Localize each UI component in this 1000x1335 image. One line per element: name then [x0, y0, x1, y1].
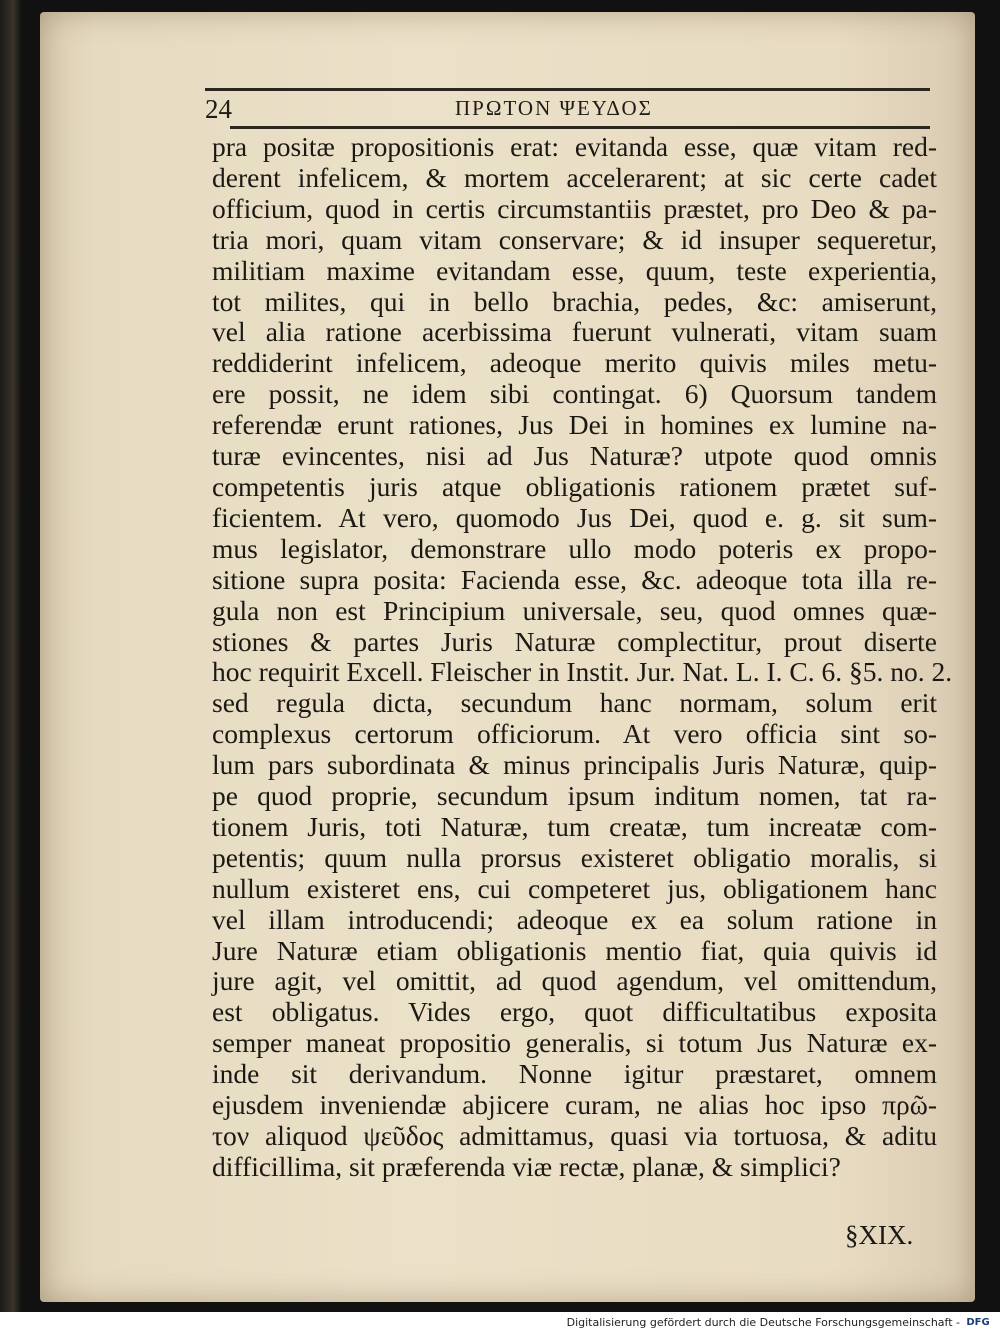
text-line: est obligatus. Vides ergo, quot difficultatibus exposita	[212, 996, 937, 1028]
text-line: officium, quod in certis circumstantiis præstet, pro Deo & pa-	[212, 192, 937, 224]
text-line: vel alia ratione acerbissima fuerunt vulnerati, vitam suam	[212, 316, 937, 348]
text-line: semper maneat propositio generalis, si totum Jus Naturæ ex-	[212, 1027, 937, 1059]
text-line: jure agit, vel omittit, ad quod agendum, vel omittendum,	[212, 965, 937, 997]
text-line: reddiderint infelicem, adeoque merito quivis miles metu-	[212, 347, 937, 379]
text-line: vel illam introducendi; adeoque ex ea solum ratione in	[212, 903, 937, 935]
text-line: tot milites, qui in bello brachia, pedes, &c: amiserunt,	[212, 285, 937, 317]
text-line: militiam maxime evitandam esse, quum, teste experientia,	[212, 254, 937, 286]
text-line: pe quod proprie, secundum ipsum inditum nomen, tat ra-	[212, 780, 937, 812]
text-line: ficientem. At vero, quomodo Jus Dei, quod e. g. sit sum-	[212, 501, 937, 533]
text-line: turæ evincentes, nisi ad Jus Naturæ? utpote quod omnis	[212, 440, 937, 472]
text-line: sitione supra posita: Facienda esse, &c. adeoque tota illa re-	[212, 563, 937, 595]
page-number: 24	[205, 94, 232, 124]
footer-bar	[0, 1312, 1000, 1335]
text-line: hoc requirit Excell. Fleischer in Instit. Jur. Nat. L. I. C. 6. §5. no. 2.	[212, 656, 953, 688]
text-line: mus legislator, demonstrare ullo modo poteris ex propo-	[212, 532, 937, 564]
text-line: pra positæ propositionis erat: evitanda esse, quæ vitam red-	[212, 131, 937, 162]
text-line: stiones & partes Juris Naturæ complectitur, prout diserte	[212, 625, 937, 657]
text-line: difficillima, sit præferenda viæ rectæ, planæ, & simplici?	[212, 1150, 841, 1182]
body-text	[212, 131, 953, 1183]
text-line: ere possit, ne idem sibi contingat. 6) Quorsum tandem	[212, 378, 937, 410]
text-line: lum pars subordinata & minus principalis Juris Naturæ, quip-	[212, 749, 937, 781]
text-line: tria mori, quam vitam conservare; & id insuper sequeretur,	[212, 223, 937, 255]
text-line: referendæ erunt rationes, Jus Dei in homines ex lumine na-	[212, 409, 937, 441]
binding-edge	[0, 0, 22, 1312]
text-line: sed regula dicta, secundum hanc normam, solum erit	[212, 687, 937, 719]
text-line: ejusdem inveniendæ abjicere curam, ne alias hoc ipso πρῶ-	[212, 1089, 937, 1121]
text-line: τον aliquod ψεῦδος admittamus, quasi via tortuosa, & aditu	[212, 1120, 937, 1151]
running-head: ΠΡΩΤΟΝ ΨΕΥΔΟΣ	[455, 96, 653, 120]
text-line: Jure Naturæ etiam obligationis mentio fiat, quia quivis id	[212, 934, 937, 966]
text-line: tionem Juris, toti Naturæ, tum creatæ, tum increatæ com-	[212, 810, 937, 842]
dfg-logo: DFG	[966, 1317, 990, 1328]
text-line: inde sit derivandum. Nonne igitur præstaret, omnem	[212, 1058, 937, 1090]
text-line: petentis; quum nulla prorsus existeret obligatio moralis, si	[212, 841, 937, 873]
text-line: competentis juris atque obligationis rationem prætet suf-	[212, 470, 937, 502]
footer-credit: Digitalisierung gefördert durch die Deutsche Forschungsgemeinschaft -	[566, 1316, 960, 1329]
header-rule-top	[205, 88, 930, 91]
text-line: complexus certorum officiorum. At vero officia sint so-	[212, 718, 937, 750]
header-rule-bottom	[230, 126, 930, 129]
page-header	[205, 94, 930, 126]
catchword: §XIX.	[845, 1220, 914, 1250]
text-line: nullum existeret ens, cui competeret jus, obligationem hanc	[212, 872, 937, 904]
text-line: derent infelicem, & mortem accelerarent; at sic certe cadet	[212, 161, 937, 193]
text-line: gula non est Principium universale, seu, quod omnes quæ-	[212, 594, 937, 626]
